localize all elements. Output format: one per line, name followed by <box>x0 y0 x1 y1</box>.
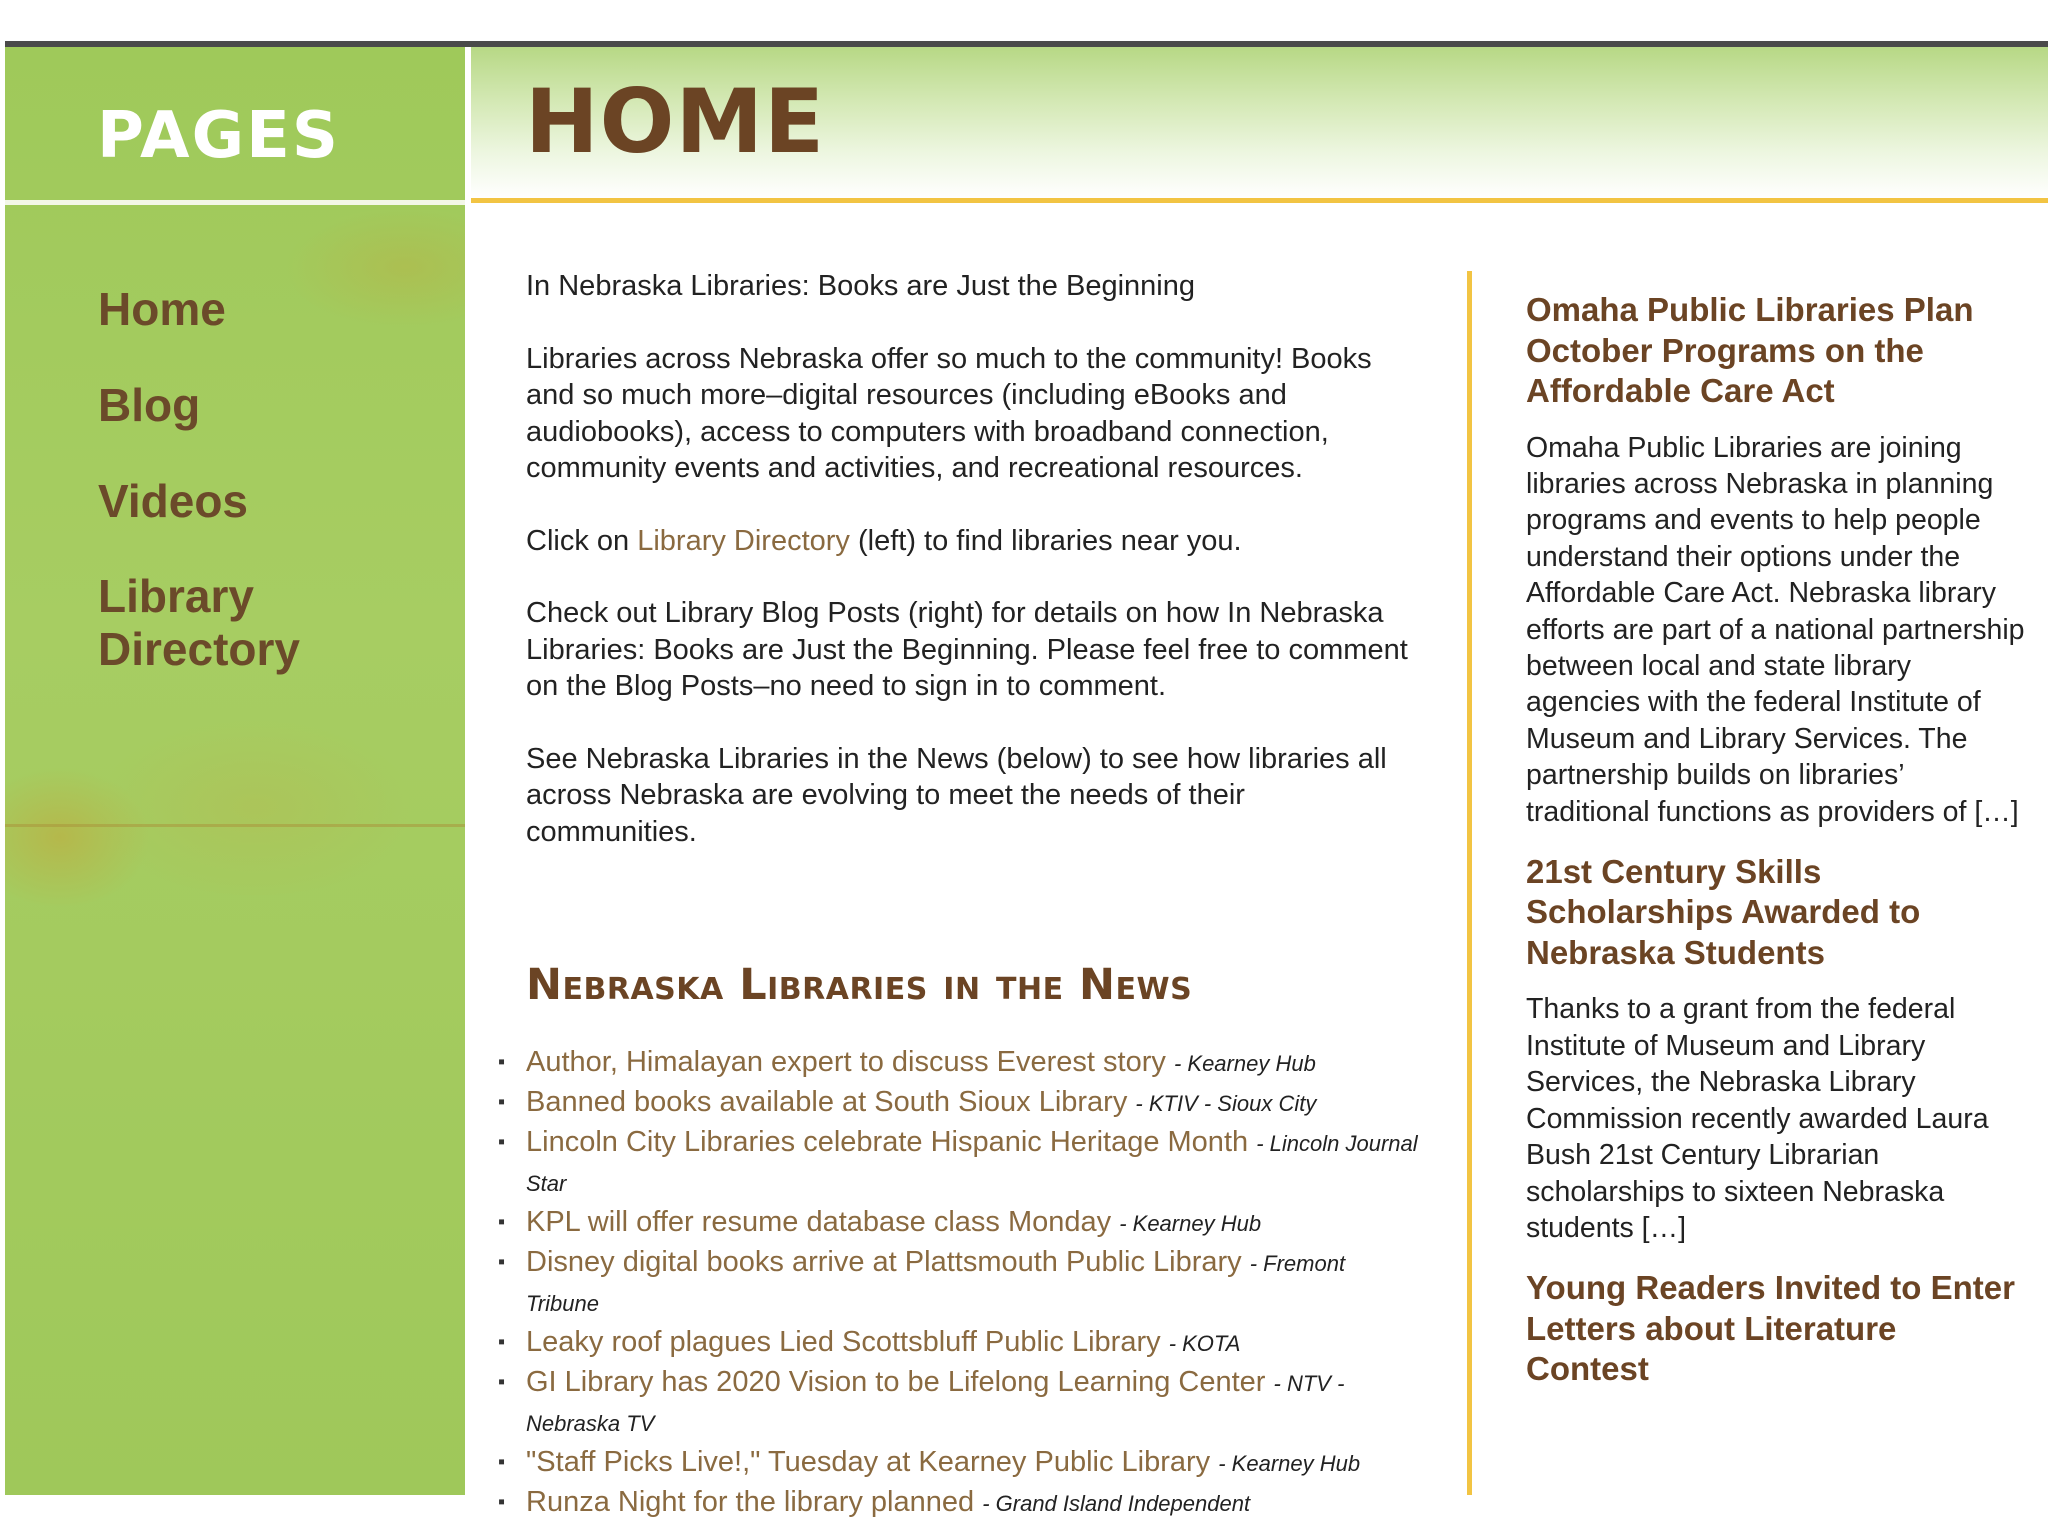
column-divider <box>1467 271 1472 1495</box>
news-source: - KTIV - Sioux City <box>1135 1091 1317 1116</box>
blog-post-title[interactable]: Young Readers Invited to Enter Letters about Literature Contest <box>1526 1269 2015 1388</box>
sidebar-texture-line <box>5 824 465 827</box>
intro-paragraph: Libraries across Nebraska offer so much to the community! Books and so much more–digital resources (including eBooks and audiobooks), access to computers with broadband connection, community events and activities, and recreational resources. <box>526 342 1372 484</box>
directory-text-after: (left) to find libraries near you. <box>858 524 1242 557</box>
blog-posts-column <box>1526 290 2026 1408</box>
blog-post-excerpt: Omaha Public Libraries are joining libraries across Nebraska in planning programs and events to help people understand their options under the Affordable Care Act. Nebraska library efforts are part of a national partnership between local and state library agencies with the federal Institute of Museum and Library Services. The partnership builds on libraries’ traditional functions as providers of […] <box>1526 431 2025 828</box>
news-item <box>498 1243 1418 1323</box>
news-source: - Kearney Hub <box>1173 1051 1316 1076</box>
news-source: - Kearney Hub <box>1119 1211 1262 1236</box>
news-link[interactable]: Leaky roof plagues Lied Scottsbluff Public Library <box>526 1326 1161 1358</box>
main-content <box>526 268 1416 886</box>
news-item <box>498 1443 1418 1483</box>
news-link[interactable]: Runza Night for the library planned <box>526 1486 975 1518</box>
blog-post-excerpt: Thanks to a grant from the federal Institute of Museum and Library Services, the Nebraska Library Commission recently awarded Laura Bush 21st Century Librarian scholarships to sixteen Nebraska students […] <box>1526 993 1989 1244</box>
news-item <box>498 1123 1418 1203</box>
blog-posts-paragraph: Check out Library Blog Posts (right) for details on how In Nebraska Libraries: Books are Just the Beginning. Please feel free to comment on the Blog Posts–no need to sign in to comment. <box>526 597 1408 702</box>
news-link[interactable]: Lincoln City Libraries celebrate Hispanic Heritage Month <box>526 1126 1249 1158</box>
news-source: - Grand Island Independent <box>982 1491 1251 1516</box>
header-divider <box>471 198 2048 203</box>
sidebar-divider <box>5 200 465 205</box>
blog-post-title[interactable]: 21st Century Skills Scholarships Awarded to Nebraska Students <box>1526 852 1921 971</box>
page-title: HOME <box>525 70 826 173</box>
bullet-icon: ▪ <box>498 1451 506 1473</box>
sidebar-heading: PAGES <box>97 99 340 173</box>
news-link[interactable]: Banned books available at South Sioux Library <box>526 1086 1128 1118</box>
library-directory-link[interactable]: Library Directory <box>637 524 850 557</box>
news-list <box>498 1043 1418 1523</box>
news-link[interactable]: GI Library has 2020 Vision to be Lifelong Learning Center <box>526 1366 1266 1398</box>
bullet-icon: ▪ <box>498 1211 506 1233</box>
news-source: - Fremont Tribune <box>526 1251 1346 1316</box>
sidebar-nav <box>98 283 438 719</box>
bullet-icon: ▪ <box>498 1491 506 1513</box>
bullet-icon: ▪ <box>498 1091 506 1113</box>
news-source: - KOTA <box>1168 1331 1241 1356</box>
news-item <box>498 1483 1418 1523</box>
news-item <box>498 1323 1418 1363</box>
news-source: - Lincoln Journal Star <box>526 1131 1418 1196</box>
intro-title: In Nebraska Libraries: Books are Just the Beginning <box>526 270 1195 302</box>
directory-paragraph <box>526 523 1416 560</box>
sidebar-item-blog[interactable]: Blog <box>98 379 201 431</box>
news-item <box>498 1203 1418 1243</box>
bullet-icon: ▪ <box>498 1251 506 1273</box>
sidebar-item-library-directory[interactable]: Library Directory <box>98 570 300 675</box>
bullet-icon: ▪ <box>498 1331 506 1353</box>
sidebar-item-home[interactable]: Home <box>98 283 226 335</box>
news-paragraph: See Nebraska Libraries in the News (below) to see how libraries all across Nebraska are evolving to meet the needs of their communities. <box>526 742 1387 848</box>
sidebar-item-videos[interactable]: Videos <box>98 475 248 527</box>
news-source: - Kearney Hub <box>1218 1451 1361 1476</box>
news-item <box>498 1083 1418 1123</box>
news-source: - NTV - Nebraska TV <box>526 1371 1345 1436</box>
sidebar <box>5 47 465 1495</box>
bullet-icon: ▪ <box>498 1051 506 1073</box>
news-item <box>498 1363 1418 1443</box>
news-link[interactable]: KPL will offer resume database class Monday <box>526 1206 1112 1238</box>
bullet-icon: ▪ <box>498 1371 506 1393</box>
news-link[interactable]: Disney digital books arrive at Plattsmouth Public Library <box>526 1246 1242 1278</box>
directory-text-before: Click on <box>526 524 630 557</box>
blog-post-title[interactable]: Omaha Public Libraries Plan October Programs on the Affordable Care Act <box>1526 291 1974 409</box>
news-link[interactable]: Author, Himalayan expert to discuss Everest story <box>526 1046 1166 1078</box>
bullet-icon: ▪ <box>498 1131 506 1153</box>
news-heading: Nebraska Libraries in the News <box>526 960 1193 1010</box>
news-item <box>498 1043 1418 1083</box>
news-link[interactable]: "Staff Picks Live!," Tuesday at Kearney Public Library <box>526 1446 1211 1478</box>
